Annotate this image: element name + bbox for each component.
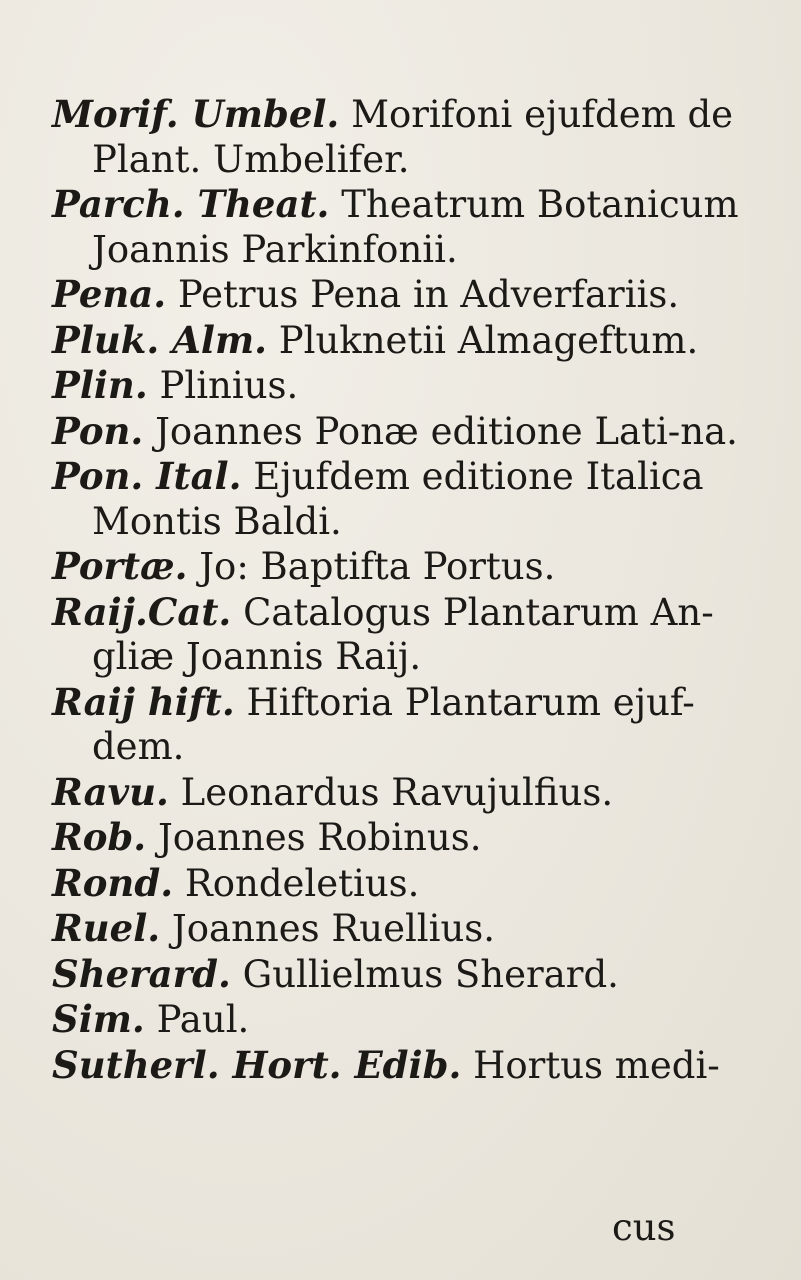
entry-text: Catalogus Plantarum An-gliæ Joannis Raij.	[92, 590, 714, 678]
entry-text: Theatrum Botanicum Joannis Parkinfonii.	[92, 183, 739, 271]
entry-abbreviation: Pluk. Alm.	[52, 317, 267, 362]
list-entry	[52, 454, 772, 544]
entry-text: Hiftoria Plantarum ejuf-dem.	[92, 680, 695, 768]
entry-abbreviation: Pon. Ital.	[52, 454, 242, 498]
entry-abbreviation: Ruel.	[52, 906, 161, 950]
list-entry	[52, 815, 772, 861]
list-entry	[52, 861, 772, 907]
list-entry	[52, 906, 772, 952]
abbreviation-list	[52, 92, 772, 1088]
entry-abbreviation: Ravu.	[52, 769, 169, 814]
list-entry	[52, 409, 772, 455]
entry-abbreviation: Pon.	[52, 408, 144, 453]
entry-text: Plinius.	[159, 364, 299, 407]
entry-text: Jo: Baptifta Portus.	[199, 545, 556, 588]
entry-abbreviation: Morif. Umbel.	[52, 92, 340, 136]
list-entry	[52, 272, 772, 318]
entry-abbreviation: Sim.	[52, 997, 145, 1041]
catchword: cus	[612, 1206, 676, 1249]
entry-abbreviation: Portæ.	[52, 544, 188, 588]
list-entry	[52, 770, 772, 816]
entry-abbreviation: Sherard.	[52, 951, 231, 996]
list-entry	[52, 952, 772, 998]
entry-abbreviation: Sutherl. Hort. Edib.	[52, 1042, 462, 1087]
entry-abbreviation: Parch. Theat.	[52, 182, 330, 226]
entry-text: Joannes Robinus.	[157, 816, 482, 859]
entry-text: Rondeletius.	[184, 861, 420, 905]
entry-text: Hortus medi-	[473, 1043, 720, 1087]
entry-text: Leonardus Ravujulfius.	[180, 770, 614, 814]
entry-text: Ejufdem editione Italica Montis Baldi.	[92, 455, 704, 543]
list-entry	[52, 544, 772, 590]
list-entry	[52, 1043, 772, 1089]
entry-abbreviation: Plin.	[52, 363, 148, 407]
list-entry	[52, 680, 772, 770]
entry-abbreviation: Pena.	[52, 272, 167, 316]
list-entry	[52, 363, 772, 409]
entry-abbreviation: Rond.	[52, 860, 174, 905]
entry-abbreviation: Raij hift.	[52, 679, 235, 724]
list-entry	[52, 92, 772, 182]
entry-text: Joannes Ruellius.	[171, 907, 496, 950]
entry-text: Pluknetii Almageftum.	[278, 318, 699, 362]
list-entry	[52, 318, 772, 364]
entry-text: Gullielmus Sherard.	[242, 952, 619, 996]
entry-text: Petrus Pena in Adverfariis.	[177, 273, 680, 316]
entry-text: Joannes Ponæ editione Lati-na.	[155, 409, 738, 453]
entry-text: Morifoni ejufdem de Plant. Umbelifer.	[92, 93, 734, 181]
list-entry	[52, 590, 772, 680]
entry-abbreviation: Rob.	[52, 815, 147, 859]
entry-abbreviation: Raij.Cat.	[52, 589, 232, 634]
entry-text: Paul.	[156, 998, 250, 1041]
list-entry	[52, 997, 772, 1043]
list-entry	[52, 182, 772, 272]
